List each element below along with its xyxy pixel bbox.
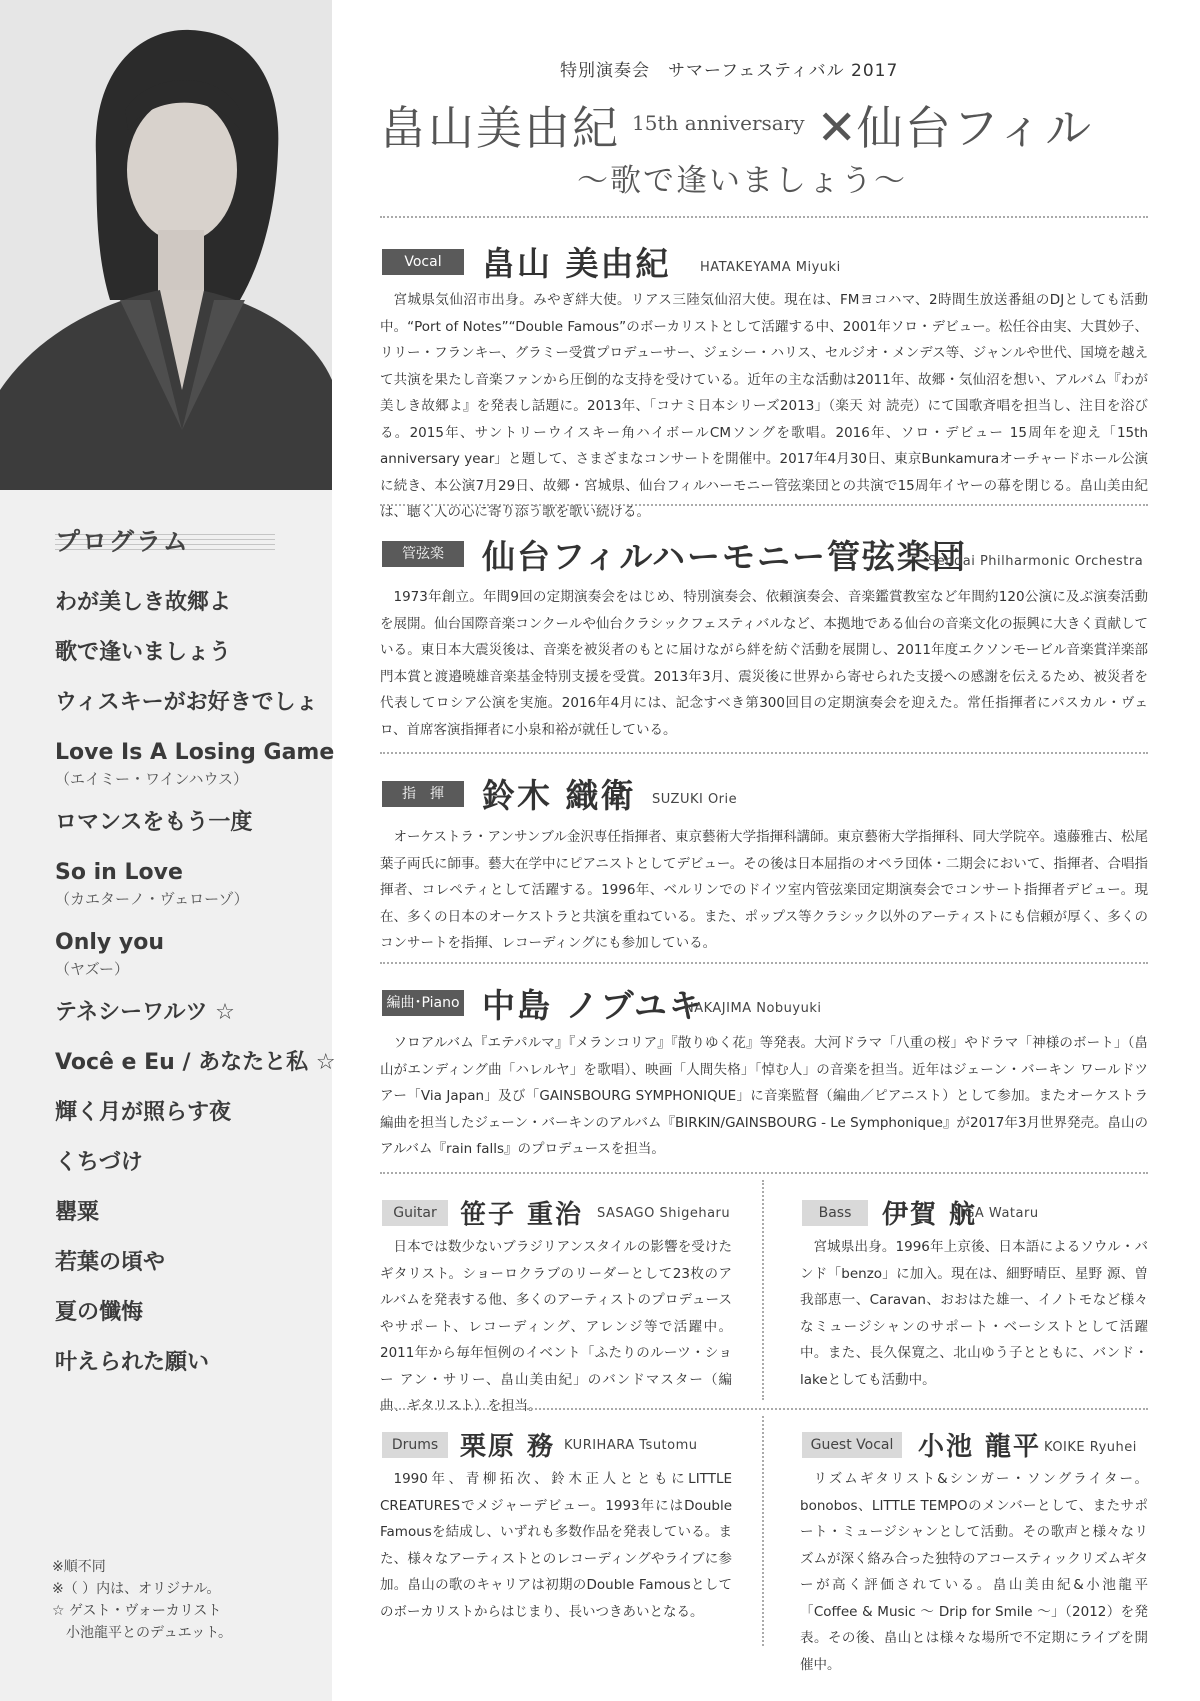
program-song: くちづけ (55, 1150, 143, 1175)
note-line: ☆ ゲスト・ヴォーカリスト (52, 1603, 222, 1619)
left-sidebar (0, 0, 336, 1701)
profile-name-guitar: 笹子 重治 (460, 1200, 584, 1230)
profile-name-vocal: 畠山 美由紀 (482, 244, 671, 283)
program-item (55, 1146, 325, 1180)
profile-bio-drums: 1990年、青柳拓次、鈴木正人とともにLITTLE CREATURESでメジャーデビュー。1993年にはDouble Famousを結成し、いずれも多数作品を発表している。また、様々なアーティストとのレコーディングやライブに参加。畠山の歌のキャリアは初期のDouble Famousとしてのボーカリストからはじまり、長いつきあいとなる。 (380, 1471, 732, 1620)
program-song: 夏の懺悔 (55, 1300, 144, 1325)
headline-orchestra: 仙台フィル (856, 101, 1094, 155)
divider (380, 962, 1148, 964)
column-divider (762, 1180, 764, 1400)
program-song: So in Love (55, 860, 183, 885)
profile-name-bass: 伊賀 航 (882, 1200, 978, 1230)
divider (380, 216, 1148, 218)
program-title: プログラム (55, 527, 190, 556)
program-item (55, 1196, 325, 1230)
column-divider (762, 1416, 764, 1646)
headline-artist: 畠山美由紀 (380, 101, 620, 155)
program-song: 歌で逢いましょう (55, 640, 232, 665)
profile-roman-conductor: SUZUKI Orie (652, 792, 738, 807)
note-line: 小池龍平とのデュエット。 (52, 1625, 233, 1641)
program-item (55, 586, 325, 620)
program-item (55, 1296, 325, 1330)
profile-bio-guitar: 日本では数少ないブラジリアンスタイルの影響を受けたギタリスト。ショーロクラブのリーダーとして23枚のアルバムを発表する他、多くのアーティストのプロデュースやサポート、レコーディング、アレンジ等で活躍中。2011年から毎年恒例のイベント「ふたりのルーツ・ショー アン・サリー、畠山美由紀」のバンドマスター（編曲、ギタリスト）を担当。 (380, 1239, 732, 1414)
program-item (55, 1246, 325, 1280)
profile-roman-vocal: HATAKEYAMA Miyuki (700, 260, 841, 275)
profile-name-orchestra: 仙台フィルハーモニー管弦楽団 (482, 537, 968, 576)
divider (380, 1172, 1148, 1174)
profile-tag-bass: Bass (802, 1200, 868, 1226)
program-item (55, 686, 325, 720)
profile-roman-guest: KOIKE Ryuhei (1044, 1440, 1137, 1455)
profile-tag-vocal: Vocal (382, 249, 464, 275)
program-item (55, 636, 325, 670)
profile-tag-guitar: Guitar (382, 1200, 448, 1226)
headline-cross: ✕ (816, 100, 857, 156)
profile-roman-piano: NAKAJIMA Nobuyuki (684, 1001, 822, 1016)
program-item (55, 736, 335, 790)
profile-bio-piano: ソロアルバム『エテパルマ』『メランコリア』『散りゆく花』等発表。大河ドラマ「八重の桜」やドラマ「神様のボート」（畠山がエンディング曲「ハレルヤ」を歌唱）、映画「人間失格」「悼む人」の音楽を担当。近年はジェーン・バーキン ワールドツアー「Via Japan」及び「GAINSBOURG SYMPHONIQUE」に音楽監督（編曲／ピアニスト）として参加。またオーケストラ編曲を担当したジェーン・バーキンのアルバム『BIRKIN/GAINSBOURG - Le Symphonique』が2017年3月世界発売。畠山のアルバム『rain falls』のプロデュースを担当。 (380, 1035, 1148, 1157)
program-song: 若葉の頃や (55, 1250, 166, 1275)
program-original-artist: （ヤズー） (55, 960, 129, 978)
program-item (55, 1346, 325, 1380)
note-line: ※順不同 (52, 1559, 106, 1575)
profile-bio-orchestra: 1973年創立。年間9回の定期演奏会をはじめ、特別演奏会、依頼演奏会、音楽鑑賞教室など年間約120公演に及ぶ演奏活動を展開。仙台国際音楽コンクールや仙台クラシックフェスティバルなど、本拠地である仙台の音楽文化の振興に大きく貢献している。東日本大震災後は、音楽を被災者のもとに届けながら絆を紡ぐ活動を展開し、2011年度エクソンモービル音楽賞洋楽部門本賞と渡邉曉雄音楽基金特別支援を受賞。2013年3月、震災後に世界から寄せられた支援への感謝を伝えるため、被災者を代表してロシア公演を実施。2016年4月には、記念すべき第300回目の定期演奏会を迎えた。常任指揮者にパスカル・ヴェロ、首席客演指揮者に小泉和裕が就任している。 (380, 589, 1148, 738)
profile-tag-conductor: 指 揮 (382, 781, 464, 807)
profile-tag-piano: 編曲･Piano (382, 990, 464, 1016)
program-song: ロマンスをもう一度 (55, 810, 253, 835)
artist-photo (0, 0, 332, 490)
divider (380, 1408, 1148, 1410)
profile-roman-bass: IGA Wataru (960, 1206, 1039, 1221)
program-song: Love Is A Losing Game (55, 740, 335, 765)
program-item (55, 806, 325, 840)
profile-roman-drums: KURIHARA Tsutomu (564, 1438, 698, 1453)
profile-roman-orchestra: Sendai Philharmonic Orchestra (928, 554, 1144, 569)
profile-bio-bass: 宮城県出身。1996年上京後、日本語によるソウル・バンド「benzo」に加入。現在は、細野晴臣、星野 源、曽我部恵一、Caravan、おおはた雄一、イノトモなど様々なミュージシャンのサポート・ベーシストとして活躍中。また、長久保寛之、北山ゆう子とともに、バンド・lakeとしても活動中。 (800, 1239, 1148, 1388)
profile-bio-guest: リズムギタリスト&シンガー・ソングライター。bonobos、LITTLE TEMPOのメンバーとして、またサポート・ミュージシャンとして活動。その歌声と様々なリズムが深く絡み合った独特のアコースティックリズムギターが高く評価されている。畠山美由紀&小池龍平「Coffee & Music ～ Drip for Smile ～」（2012）を発表。その後、畠山とは様々な場所で不定期にライブを開催中。 (800, 1471, 1148, 1673)
divider (380, 504, 1148, 506)
profile-bio-conductor: オーケストラ・アンサンブル金沢専任指揮者、東京藝術大学指揮科講師。東京藝術大学指揮科、同大学院卒。遠藤雅古、松尾葉子両氏に師事。藝大在学中にピアニストとしてデビュー。その後は日本屈指のオペラ団体・二期会において、指揮者、合唱指揮者、コレペティとして活躍する。1996年、ベルリンでのドイツ室内管弦楽団定期演奏会でコンサート指揮者デビュー。現在、多くの日本のオーケストラと共演を重ねている。また、ポップス等クラシック以外のアーティストにも信頼が厚く、多くのコンサートを指揮、レコーディングにも参加している。 (380, 829, 1149, 951)
program-item (55, 996, 325, 1030)
profile-name-guest: 小池 龍平 (918, 1432, 1042, 1462)
profile-tag-guest: Guest Vocal (802, 1432, 902, 1458)
artist-portrait-illustration (0, 0, 332, 490)
program-original-artist: （エイミー・ワインハウス） (55, 770, 249, 788)
program-song: Only you (55, 930, 165, 955)
program-song: テネシーワルツ ☆ (55, 1000, 235, 1025)
profile-tag-drums: Drums (382, 1432, 448, 1458)
main-content (332, 0, 1200, 1701)
profile-name-conductor: 鈴木 織衛 (482, 776, 636, 815)
program-song: わが美しき故郷よ (55, 590, 232, 615)
program-song: Você e Eu / あなたと私 ☆ (55, 1050, 336, 1075)
profile-roman-guitar: SASAGO Shigeharu (597, 1206, 731, 1221)
profile-name-drums: 栗原 務 (460, 1432, 556, 1462)
program-song: ウィスキーがお好きでしょ (55, 690, 318, 715)
profile-tag-orchestra: 管弦楽 (382, 541, 464, 567)
program-list (55, 586, 336, 1396)
program-song: 叶えられた願い (55, 1350, 210, 1375)
profile-name-piano: 中島 ノブユキ (482, 986, 704, 1025)
program-original-artist: （カエターノ・ヴェローゾ） (55, 890, 249, 908)
program-item (55, 926, 325, 980)
divider (380, 752, 1148, 754)
program-song: 輝く月が照らす夜 (55, 1100, 232, 1125)
note-line: ※（ ）内は、オリジナル。 (52, 1581, 221, 1597)
concert-tagline: ～歌で逢いましょう～ (577, 163, 907, 199)
program-item (55, 1046, 336, 1080)
concert-headline (380, 92, 1093, 162)
program-notes (52, 1556, 232, 1644)
concert-subtitle: 特別演奏会 サマーフェスティバル 2017 (560, 61, 899, 81)
program-item (55, 1096, 325, 1130)
program-song: 罌粟 (55, 1200, 100, 1225)
headline-anniversary: 15th anniversary (632, 111, 805, 135)
profile-bio-vocal: 宮城県気仙沼市出身。みやぎ絆大使。リアス三陸気仙沼大使。現在は、FMヨコハマ、2時間生放送番組のDJとしても活動中。“Port of Notes”“Double Famous”のボーカリストとして活躍する中、2001年ソロ・デビュー。松任谷由実、大貫妙子、リリー・フランキー、グラミー受賞プロデューサー、ジェシー・ハリス、セルジオ・メンデス等、ジャンルや世代、国境を越えて共演を果たし音楽ファンから圧倒的な支持を受けている。近年の主な活動は2011年、故郷・気仙沼を想い、アルバム『わが美しき故郷よ』を発表し話題に。2013年、「コナミ日本シリーズ2013」（楽天 対 読売）にて国歌斉唱を担当し、注目を浴びる。2015年、サントリーウイスキー角ハイボールCMソングを歌唱。2016年、ソロ・デビュー 15周年を迎え「15th anniversary year」と題して、さまざまなコンサートを開催中。2017年4月30日、東京Bunkamuraオーチャードホール公演に続き、本公演7月29日、故郷・宮城県、仙台フィルハーモニー管弦楽団との共演で15周年イヤーの幕を閉じる。畠山美由紀は、聴く人の心に寄り添う歌を歌い続ける。 (380, 292, 1148, 520)
program-item (55, 856, 325, 910)
